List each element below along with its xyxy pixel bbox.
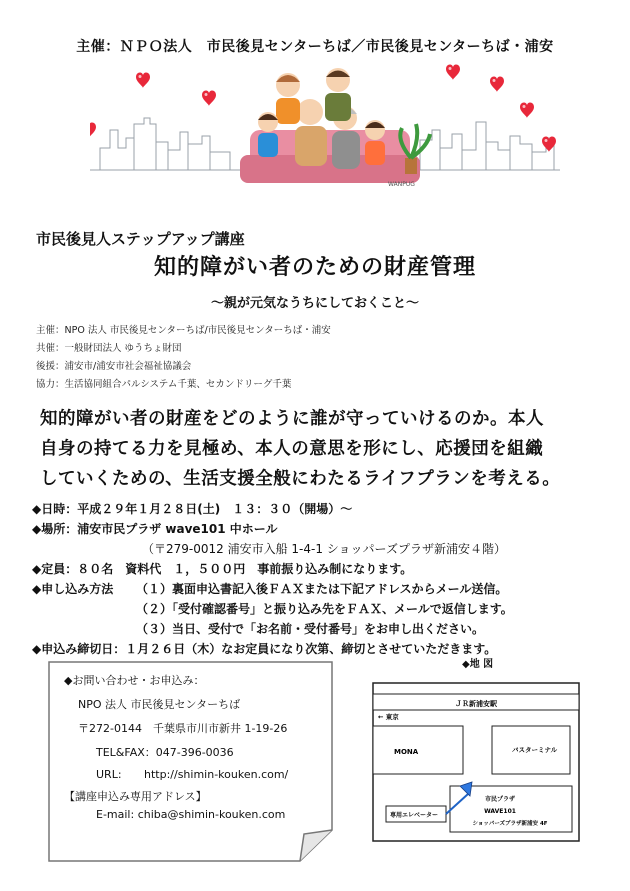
map-bus-terminal: バスターミナル xyxy=(512,746,558,754)
contact-email-link[interactable]: E-mail: chiba@shimin-kouken.com xyxy=(96,808,286,821)
map-station: ＪＲ新浦安駅 xyxy=(455,700,497,708)
credit-cohost: 共催：一般財団法人 ゆうちょ財団 xyxy=(36,343,182,354)
contact-url-link[interactable]: http://shimin-kouken.com/ xyxy=(144,768,289,781)
event-address: （〒279-0012 浦安市入船 1-4-1 ショッパーズプラザ新浦安４階） xyxy=(142,542,506,556)
apply-step: （１）裏面申込書記入後ＦＡＸまたは下記アドレスからメール送信。 xyxy=(136,582,508,596)
map-direction: ← 東京 xyxy=(378,713,399,721)
contact-org: NPO 法人 市民後見センターちば xyxy=(78,698,241,711)
event-place: ◆場所：浦安市民プラザ wave101 中ホール xyxy=(32,522,278,536)
contact-phone: TEL&FAX：047-396-0036 xyxy=(96,746,234,759)
contact-box xyxy=(46,658,338,864)
contact-url-label: URL: xyxy=(96,768,122,781)
event-datetime: ◆日時：平成２９年１月２８日(土) １３：３０（開場）～ xyxy=(32,502,353,516)
map-venue-2: WAVE101 xyxy=(484,808,516,815)
contact-address: 〒272-0144 千葉県市川市新井 1-19-26 xyxy=(78,722,288,735)
illustration-signature: WANPUG xyxy=(388,181,415,188)
contact-heading: ◆お問い合わせ・お申込み： xyxy=(64,674,205,687)
map-elevator: 専用エレベーター xyxy=(390,812,439,819)
organizer-line: 主催：ＮＰＯ法人 市民後見センターちば／市民後見センターちば・浦安 xyxy=(76,39,554,55)
application-deadline: ◆申込み締切日：１月２６日（木）なお定員になり次第、締切とさせていただきます。 xyxy=(32,642,497,656)
headline-line: 自身の持てる力を見極め、本人の意思を形にし、応援団を組織 xyxy=(40,439,544,459)
event-title: 知的障がい者のための財産管理 xyxy=(153,255,476,280)
credit-support: 後援：浦安市/浦安市社会福祉協議会 xyxy=(36,361,192,372)
map-label: ◆地 図 xyxy=(462,659,494,670)
apply-step: （２）「受付確認番号」と振り込み先をＦＡＸ、メールで返信します。 xyxy=(136,602,513,616)
headline-line: 知的障がい者の財産をどのように誰が守っていけるのか。本人 xyxy=(40,409,544,429)
event-capacity: ◆定員：８０名 資料代 １，５００円 事前振り込み制になります。 xyxy=(32,562,413,576)
venue-map xyxy=(372,682,580,842)
headline-line: していくための、生活支援全般にわたるライフプランを考える。 xyxy=(40,469,561,489)
event-tagline: ～親が元気なうちにしておくこと～ xyxy=(210,296,419,311)
apply-step: （３）当日、受付で「お名前・受付番号」をお申し出ください。 xyxy=(136,622,485,636)
map-venue-3: ショッパーズプラザ新浦安 4F xyxy=(472,821,548,827)
credit-organizer: 主催：NPO 法人 市民後見センターちば/市民後見センターちば・浦安 xyxy=(36,325,331,336)
family-illustration xyxy=(90,60,560,220)
course-series: 市民後見人ステップアップ講座 xyxy=(36,230,245,248)
email-heading: 【講座申込み専用アドレス】 xyxy=(64,790,207,803)
credit-cooperation: 協力：生活協同組合パルシステム千葉、セカンドリーグ千葉 xyxy=(36,379,292,390)
headline xyxy=(40,404,600,494)
apply-method-label: ◆申し込み方法 xyxy=(32,582,114,596)
map-venue-1: 市民プラザ xyxy=(484,796,516,803)
map-mona: MONA xyxy=(394,748,419,756)
contact-note-paper xyxy=(46,658,338,864)
